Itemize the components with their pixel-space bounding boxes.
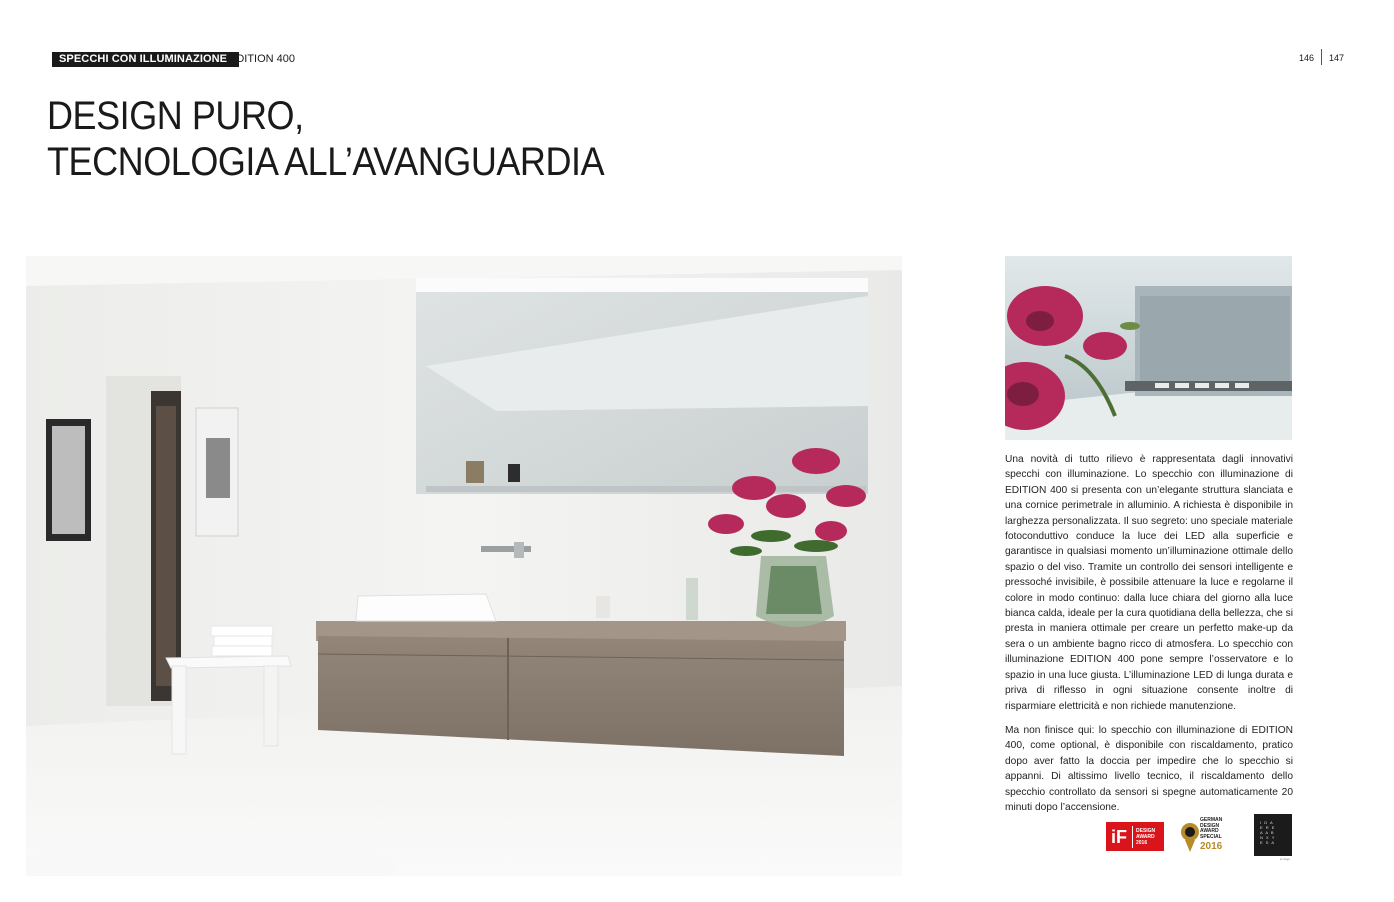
german-design-award-logo	[1180, 818, 1236, 856]
award-medal-icon	[1180, 818, 1200, 854]
title-line-1: DESIGN PURO,	[47, 94, 304, 138]
bathroom-scene-illustration	[26, 256, 902, 876]
design-award-badge-text: I D A E R E A A B N X Y E S A	[1260, 820, 1276, 845]
page-number-left: 146	[1299, 53, 1315, 63]
design-award-badge	[1254, 814, 1292, 856]
if-design-award-logo	[1106, 822, 1164, 851]
page-title	[47, 93, 604, 185]
page-number-divider	[1321, 49, 1322, 65]
if-logo-mark: iF	[1106, 826, 1133, 848]
article-paragraph-2: Ma non finisce qui: lo specchio con illuminazione di EDITION 400, come optional, è disponibile con riscaldamento, pratico dopo aver fatto la doccia per impedire che lo specchio si appanni. Di altissimo livello tecnico, il riscaldamento dello specchio controllato da sensori si spegne automaticamente 20 minuti dopo l’accensione.	[1005, 724, 1293, 813]
title-line-2: TECNOLOGIA ALL’AVANGUARDIA	[47, 140, 605, 184]
lily-mirror-detail-illustration	[1005, 256, 1292, 440]
series-label: EDITION 400	[229, 53, 296, 65]
design-award-caption: pr dsgn	[1280, 857, 1291, 861]
bathroom-photo	[26, 256, 902, 876]
if-award-text: DESIGN AWARD 2016	[1136, 827, 1156, 846]
section-label: SPECCHI CON ILLUMINAZIONE	[52, 52, 239, 67]
article-paragraph-1: Una novità di tutto rilievo è rappresentata dagli innovativi specchi con illuminazione. Lo specchio con illuminazione di EDITION 400 si presenta con un’elegante struttura slanciata e una cornice perimetrale in alluminio. A richiesta è disponibile in larghezza personalizzata. Il suo segreto: uno speciale materiale fotoconduttivo conduce la luce dei LED alla superficie e garantisce in qualsiasi momento un’illuminazione ottimale dello spazio o del viso. Tramite un controllo dei sensori intelligente e pressoché invisibile, è possibile attenuare la luce e regolarne il colore in modo continuo: dalla luce chiara del giorno alla luce bianca calda, ideale per la cura quotidiana della bellezza, che si presta in maniera ottimale per creare un perfetto make-up da sera o un ambiente bagno ricco di atmosfera. Lo specchio con illuminazione EDITION 400 pone sempre l’osservatore e lo spazio in una luce giusta. L’illuminazione LED di lunga durata e priva di riflesso in ogni situazione consente inoltre di risparmiare elettricità e non richiede manutenzione.	[1005, 454, 1293, 712]
german-award-text: GERMAN DESIGN AWARD SPECIAL	[1200, 817, 1223, 840]
german-award-year: 2016	[1200, 841, 1223, 852]
page-number-right: 147	[1329, 53, 1345, 63]
detail-photo	[1005, 256, 1292, 440]
article-body	[1005, 452, 1293, 824]
